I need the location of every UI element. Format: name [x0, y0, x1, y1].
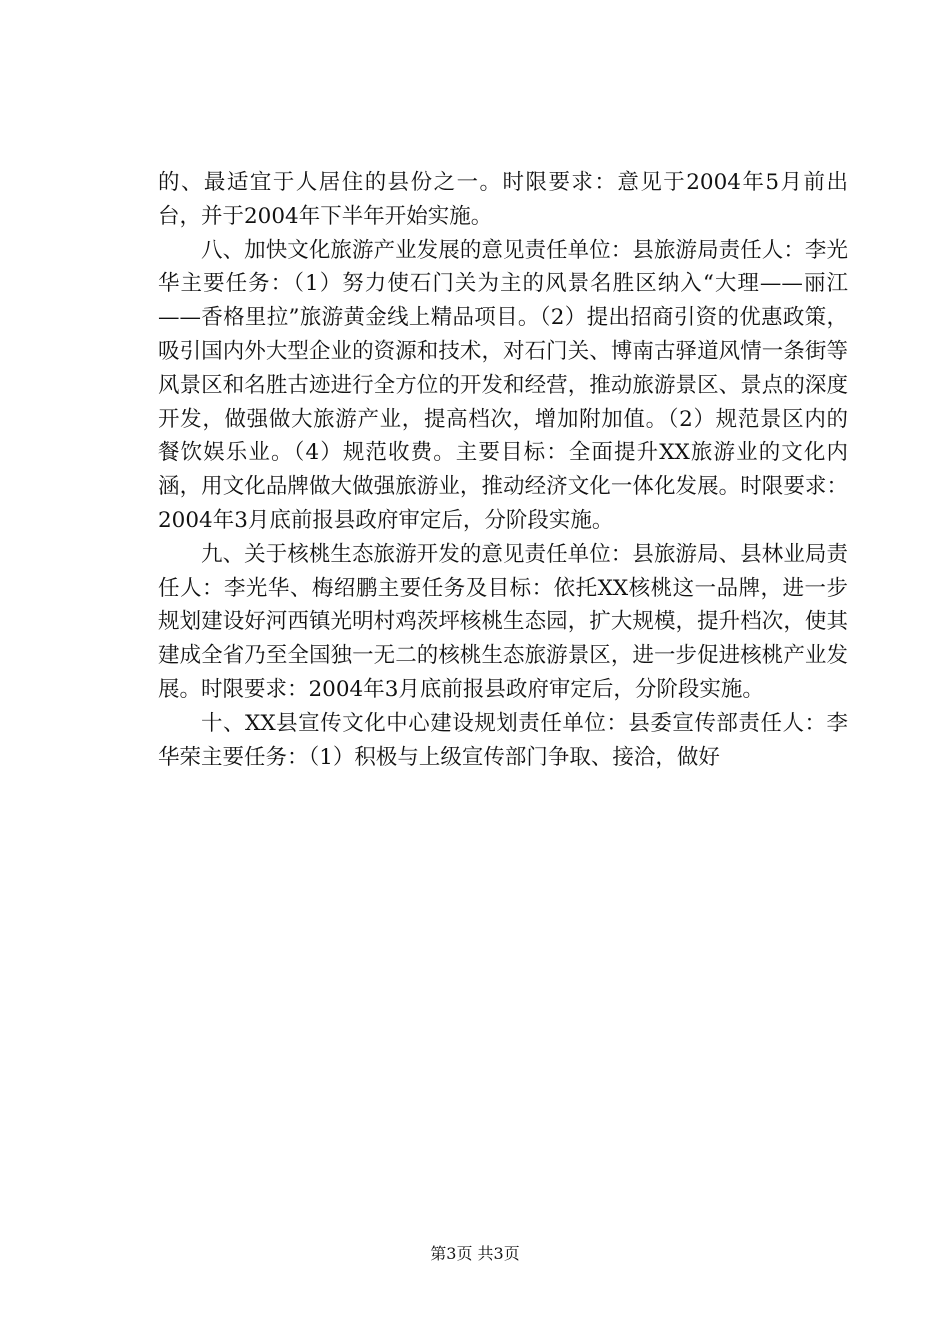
page-footer [0, 1243, 950, 1265]
page-number: 第3页 共3页 [430, 1244, 520, 1263]
paragraph-4: 十、XX县宣传文化中心建设规划责任单位：县委宣传部责任人：李华荣主要任务：（1）积极与上级宣传部门争取、接洽，做好 [158, 710, 848, 770]
paragraph-1: 的、最适宜于人居住的县份之一。时限要求：意见于2004年5月前出台，并于2004年下半年开始实施。 [158, 170, 848, 229]
document-body [158, 166, 848, 774]
paragraph-3: 九、关于核桃生态旅游开发的意见责任单位：县旅游局、县林业局责任人：李光华、梅绍鹏主要任务及目标：依托XX核桃这一品牌，进一步规划建设好河西镇光明村鸡茨坪核桃生态园，扩大规模，提升档次，使其建成全省乃至全国独一无二的核桃生态旅游景区，进一步促进核桃产业发展。时限要求：2004年3月底前报县政府审定后，分阶段实施。 [158, 541, 848, 702]
paragraph-2: 八、加快文化旅游产业发展的意见责任单位：县旅游局责任人：李光华主要任务：（1）努力使石门关为主的风景名胜区纳入“大理——丽江——香格里拉”旅游黄金线上精品项目。（2）提出招商引资的优惠政策，吸引国内外大型企业的资源和技术，对石门关、博南古驿道风情一条街等风景区和名胜古迹进行全方位的开发和经营，推动旅游景区、景点的深度开发，做强做大旅游产业，提高档次，增加附加值。（2）规范景区内的餐饮娱乐业。（4）规范收费。主要目标：全面提升XX旅游业的文化内涵，用文化品牌做大做强旅游业，推动经济文化一体化发展。时限要求：2004年3月底前报县政府审定后，分阶段实施。 [158, 237, 848, 533]
